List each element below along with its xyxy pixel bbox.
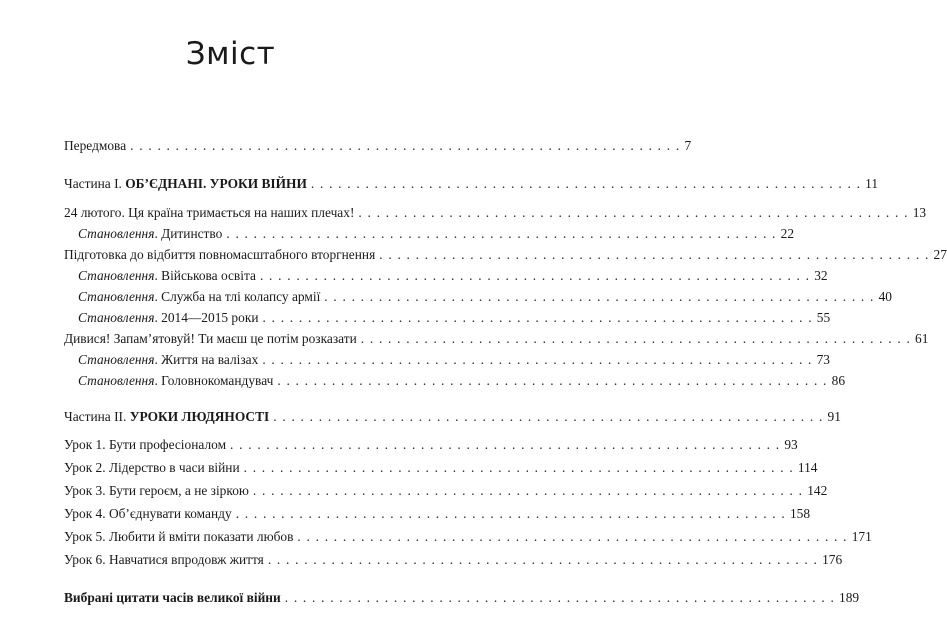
toc-page-number: 40 xyxy=(878,289,892,304)
toc-page-number: 32 xyxy=(814,268,828,283)
toc-entry-life-on-suitcases xyxy=(64,352,830,372)
toc-entry-lesson-1 xyxy=(64,437,798,457)
toc-entry-label: . Служба на тлі колапсу армії xyxy=(154,289,321,304)
dot-leader: . . . . . . . . . . . . . . . . . . . . . . . . . . . . . . . . . . . . . . . . . . . . . . . . . . . . . . . . . . . . . xyxy=(262,352,813,367)
toc-page-number: 189 xyxy=(839,590,860,605)
toc-entry-italic-label: Становлення xyxy=(78,268,155,283)
toc-entry-label: Передмова xyxy=(64,138,127,153)
toc-page-number: 176 xyxy=(822,552,843,567)
toc-entry-label: Урок 1. Бути професіоналом xyxy=(64,437,227,452)
toc-entry-label: . Дитинство xyxy=(154,226,223,241)
toc-entry-label: Підготовка до відбиття повномасштабного вторгнення xyxy=(64,247,376,262)
dot-leader: . . . . . . . . . . . . . . . . . . . . . . . . . . . . . . . . . . . . . . . . . . . . . . . . . . . . . . . . . . . . . xyxy=(284,590,836,605)
dot-leader: . . . . . . . . . . . . . . . . . . . . . . . . . . . . . . . . . . . . . . . . . . . . . . . . . . . . . . . . . . . . . xyxy=(230,437,781,452)
toc-entry-label: Урок 6. Навчатися впродовж життя xyxy=(64,552,264,567)
toc-page-number: 22 xyxy=(780,226,795,241)
toc-page-number: 13 xyxy=(912,205,927,220)
toc-entry-italic-label: Становлення xyxy=(78,310,155,325)
dot-leader: . . . . . . . . . . . . . . . . . . . . . . . . . . . . . . . . . . . . . . . . . . . . . . . . . . . . . . . . . . . . . xyxy=(358,205,909,220)
toc-page-number: 11 xyxy=(865,176,879,191)
toc-page-number: 86 xyxy=(831,373,846,388)
dot-leader: . . . . . . . . . . . . . . . . . . . . . . . . . . . . . . . . . . . . . . . . . . . . . . . . . . . . . . . . . . . . . xyxy=(360,331,912,346)
toc-page-number: 61 xyxy=(915,331,929,346)
toc-page-number: 114 xyxy=(797,460,818,475)
dot-leader: . . . . . . . . . . . . . . . . . . . . . . . . . . . . . . . . . . . . . . . . . . . . . . . . . . . . . . . . . . . . . xyxy=(130,138,681,153)
toc-entry-lesson-6 xyxy=(64,552,843,572)
toc-entry-italic-label: Становлення xyxy=(78,226,155,241)
toc-entry-label: Урок 2. Лідерство в часи війни xyxy=(64,460,240,475)
toc-entry-label: Частина II. xyxy=(64,409,130,424)
toc-entry-italic-label: Становлення xyxy=(78,373,155,388)
toc-entry-label: . 2014—2015 роки xyxy=(154,310,259,325)
toc-entry-lesson-5 xyxy=(64,529,872,549)
toc-entry-feb-24 xyxy=(64,205,927,225)
toc-entry-preface xyxy=(64,138,692,158)
dot-leader: . . . . . . . . . . . . . . . . . . . . . . . . . . . . . . . . . . . . . . . . . . . . . . . . . . . . . . . . . . . . . xyxy=(226,226,777,241)
toc-entry-label: Частина I. xyxy=(64,176,126,191)
page-title: Зміст xyxy=(185,36,276,72)
dot-leader: . . . . . . . . . . . . . . . . . . . . . . . . . . . . . . . . . . . . . . . . . . . . . . . . . . . . . . . . . . . . . xyxy=(310,176,862,191)
toc-page-number: 27 xyxy=(933,247,947,262)
toc-page-number: 55 xyxy=(816,310,831,325)
toc-entry-label: Урок 5. Любити й вміти показати любов xyxy=(64,529,294,544)
toc-page-number: 171 xyxy=(851,529,872,544)
toc-entry-military-education xyxy=(64,268,828,288)
dot-leader: . . . . . . . . . . . . . . . . . . . . . . . . . . . . . . . . . . . . . . . . . . . . . . . . . . . . . . . . . . . . . xyxy=(259,268,811,283)
toc-entry-quotes xyxy=(64,590,860,610)
toc-entry-lesson-4 xyxy=(64,506,811,526)
dot-leader: . . . . . . . . . . . . . . . . . . . . . . . . . . . . . . . . . . . . . . . . . . . . . . . . . . . . . . . . . . . . . xyxy=(262,310,813,325)
toc-entry-heading: УРОКИ ЛЮДЯНОСТІ xyxy=(129,409,270,424)
toc-entry-label: Дивися! Запам’ятовуй! Ти маєш це потім розказати xyxy=(64,331,357,346)
toc-page-number: 93 xyxy=(784,437,798,452)
toc-entry-heading: ОБ’ЄДНАНІ. УРОКИ ВІЙНИ xyxy=(125,176,307,191)
toc-entry-2014-2015 xyxy=(64,310,831,330)
dot-leader: . . . . . . . . . . . . . . . . . . . . . . . . . . . . . . . . . . . . . . . . . . . . . . . . . . . . . . . . . . . . . xyxy=(252,483,804,498)
toc-entry-italic-label: Становлення xyxy=(78,289,155,304)
toc-entry-label: Урок 4. Об’єднувати команду xyxy=(64,506,232,521)
toc-entry-part-1 xyxy=(64,176,879,196)
toc-entry-label: . Головнокомандувач xyxy=(154,373,274,388)
toc-page-number: 158 xyxy=(789,506,811,521)
toc-page-number: 142 xyxy=(807,483,828,498)
dot-leader: . . . . . . . . . . . . . . . . . . . . . . . . . . . . . . . . . . . . . . . . . . . . . . . . . . . . . . . . . . . . . xyxy=(379,247,930,262)
dot-leader: . . . . . . . . . . . . . . . . . . . . . . . . . . . . . . . . . . . . . . . . . . . . . . . . . . . . . . . . . . . . . xyxy=(273,409,824,424)
toc-entry-lesson-3 xyxy=(64,483,828,503)
toc-entry-look-remember xyxy=(64,331,929,351)
toc-entry-childhood xyxy=(64,226,795,246)
toc-entry-label: . Життя на валізах xyxy=(154,352,259,367)
dot-leader: . . . . . . . . . . . . . . . . . . . . . . . . . . . . . . . . . . . . . . . . . . . . . . . . . . . . . . . . . . . . . xyxy=(267,552,819,567)
toc-page-number: 7 xyxy=(684,138,692,153)
toc-page-number: 91 xyxy=(827,409,841,424)
toc-entry-label: 24 лютого. Ця країна тримається на наших плечах! xyxy=(64,205,355,220)
toc-entry-heading: Вибрані цитати часів великої війни xyxy=(64,590,281,605)
toc-entry-preparation xyxy=(64,247,947,267)
toc-entry-part-2 xyxy=(64,409,841,429)
dot-leader: . . . . . . . . . . . . . . . . . . . . . . . . . . . . . . . . . . . . . . . . . . . . . . . . . . . . . . . . . . . . . xyxy=(297,529,848,544)
toc-entry-label: Урок 3. Бути героєм, а не зіркою xyxy=(64,483,249,498)
toc-page-number: 73 xyxy=(816,352,830,367)
toc-entry-label: . Військова освіта xyxy=(154,268,256,283)
dot-leader: . . . . . . . . . . . . . . . . . . . . . . . . . . . . . . . . . . . . . . . . . . . . . . . . . . . . . . . . . . . . . xyxy=(243,460,794,475)
toc-entry-lesson-2 xyxy=(64,460,818,480)
toc-entry-commander-in-chief xyxy=(64,373,846,393)
dot-leader: . . . . . . . . . . . . . . . . . . . . . . . . . . . . . . . . . . . . . . . . . . . . . . . . . . . . . . . . . . . . . xyxy=(324,289,875,304)
toc-entry-army-collapse xyxy=(64,289,892,309)
dot-leader: . . . . . . . . . . . . . . . . . . . . . . . . . . . . . . . . . . . . . . . . . . . . . . . . . . . . . . . . . . . . . xyxy=(277,373,828,388)
toc-entry-italic-label: Становлення xyxy=(78,352,155,367)
dot-leader: . . . . . . . . . . . . . . . . . . . . . . . . . . . . . . . . . . . . . . . . . . . . . . . . . . . . . . . . . . . . . xyxy=(235,506,786,521)
